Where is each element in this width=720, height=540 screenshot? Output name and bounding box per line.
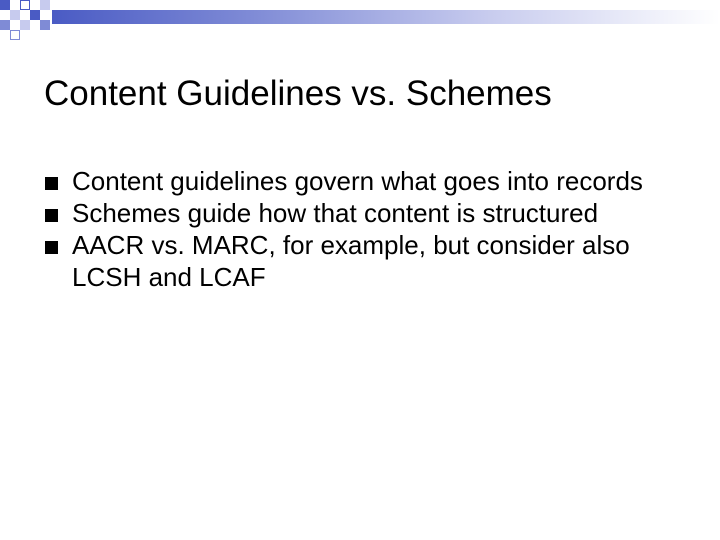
deco-square [0,0,10,10]
bullet-text: Content guidelines govern what goes into records [72,166,643,196]
deco-square [40,0,50,10]
deco-square [20,20,30,30]
deco-square [20,0,30,10]
deco-square [30,10,40,20]
bullet-text: Schemes guide how that content is structured [72,198,599,228]
bullet-text: AACR vs. MARC, for example, but consider also LCSH and LCAF [72,230,630,292]
header-decoration [0,0,720,50]
bullet-item [44,197,684,229]
bullet-item [44,165,684,197]
bullet-item [44,229,684,293]
square-bullet-icon [45,209,58,222]
deco-square [40,20,50,30]
deco-square [10,10,20,20]
square-bullet-icon [45,177,58,190]
square-bullet-icon [45,241,58,254]
deco-square [10,30,20,40]
bullet-list [44,165,684,293]
header-gradient-bar [52,10,720,24]
deco-square [0,20,10,30]
slide-title: Content Guidelines vs. Schemes [44,74,552,113]
